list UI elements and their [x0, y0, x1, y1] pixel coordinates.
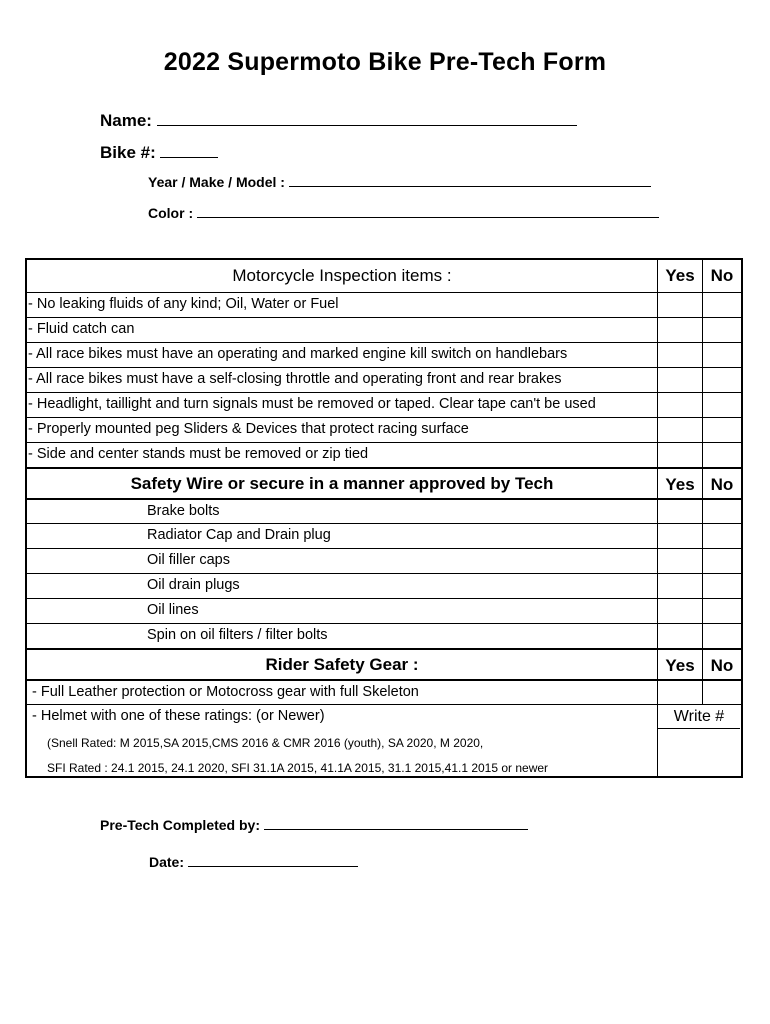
table-row	[27, 548, 741, 573]
bike-number-line[interactable]	[160, 144, 218, 158]
section1-header-row	[27, 260, 741, 292]
inspection-item: - Fluid catch can	[28, 321, 135, 337]
no-checkbox[interactable]	[703, 443, 741, 467]
yes-checkbox[interactable]	[657, 574, 703, 598]
year-make-model-line[interactable]	[289, 175, 651, 187]
safety-wire-item: Oil lines	[147, 602, 199, 618]
section2-header-row	[27, 467, 741, 498]
inspection-item: - All race bikes must have an operating and marked engine kill switch on handlebars	[28, 346, 568, 362]
yes-checkbox[interactable]	[657, 393, 703, 417]
safety-wire-item: Oil filler caps	[147, 552, 230, 568]
section2-yes-header: Yes	[657, 469, 703, 498]
yes-checkbox[interactable]	[657, 318, 703, 342]
year-make-model-field[interactable]	[148, 174, 651, 190]
gear-item: - Helmet with one of these ratings: (or Newer)	[32, 708, 325, 724]
color-line[interactable]	[197, 206, 659, 218]
safety-wire-item: Brake bolts	[147, 503, 220, 519]
yes-checkbox[interactable]	[657, 368, 703, 392]
section2-no-header: No	[710, 475, 734, 494]
yes-checkbox[interactable]	[657, 418, 703, 442]
inspection-item: - Properly mounted peg Sliders & Devices that protect racing surface	[28, 421, 469, 437]
section3-header: Rider Safety Gear :	[265, 655, 419, 674]
section1-header: Motorcycle Inspection items :	[232, 266, 452, 285]
yes-checkbox[interactable]	[657, 343, 703, 367]
yes-checkbox[interactable]	[657, 443, 703, 467]
inspection-table	[25, 258, 743, 778]
gear-item: - Full Leather protection or Motocross gear with full Skeleton	[32, 684, 419, 700]
table-row	[27, 342, 741, 367]
table-row	[27, 623, 741, 648]
name-line[interactable]	[157, 112, 577, 126]
yes-checkbox[interactable]	[657, 599, 703, 623]
date-line[interactable]	[188, 855, 358, 867]
safety-wire-item: Spin on oil filters / filter bolts	[147, 627, 328, 643]
write-number-label: Write #	[658, 705, 740, 729]
year-make-model-label: Year / Make / Model :	[148, 174, 285, 190]
yes-checkbox[interactable]	[657, 624, 703, 648]
color-field[interactable]	[148, 205, 659, 221]
table-row	[27, 523, 741, 548]
no-checkbox[interactable]	[703, 624, 741, 648]
section3-yes-header: Yes	[657, 650, 703, 679]
no-checkbox[interactable]	[703, 343, 741, 367]
section3-header-row	[27, 648, 741, 679]
inspection-item: - No leaking fluids of any kind; Oil, Water or Fuel	[28, 296, 339, 312]
table-row	[27, 417, 741, 442]
yes-checkbox[interactable]	[657, 524, 703, 548]
safety-wire-item: Radiator Cap and Drain plug	[147, 527, 331, 543]
helmet-cell	[27, 705, 657, 776]
yes-checkbox[interactable]	[657, 500, 703, 523]
inspection-item: - Headlight, taillight and turn signals must be removed or taped. Clear tape can't be used	[28, 396, 596, 412]
no-checkbox[interactable]	[703, 549, 741, 573]
pretech-completed-line[interactable]	[264, 818, 528, 830]
bike-number-field[interactable]	[100, 143, 218, 163]
helmet-row	[27, 704, 741, 776]
form-title: 2022 Supermoto Bike Pre-Tech Form	[163, 48, 607, 76]
no-checkbox[interactable]	[703, 293, 741, 317]
yes-checkbox[interactable]	[657, 549, 703, 573]
table-row	[27, 442, 741, 467]
table-row	[27, 392, 741, 417]
yes-checkbox[interactable]	[657, 293, 703, 317]
no-checkbox[interactable]	[703, 318, 741, 342]
inspection-item: - Side and center stands must be removed or zip tied	[28, 446, 369, 462]
table-row	[27, 367, 741, 392]
no-checkbox[interactable]	[703, 500, 741, 523]
pretech-completed-field[interactable]	[100, 817, 528, 833]
name-field[interactable]	[100, 111, 577, 131]
pretech-completed-label: Pre-Tech Completed by:	[100, 817, 260, 833]
table-row	[27, 498, 741, 523]
section1-no-header: No	[710, 266, 734, 285]
bike-number-label: Bike #:	[100, 143, 156, 162]
no-checkbox[interactable]	[703, 524, 741, 548]
table-row	[27, 317, 741, 342]
no-checkbox[interactable]	[703, 599, 741, 623]
table-row	[27, 292, 741, 317]
no-checkbox[interactable]	[703, 418, 741, 442]
no-checkbox[interactable]	[703, 574, 741, 598]
helmet-write-cell[interactable]	[657, 705, 741, 776]
yes-checkbox[interactable]	[657, 681, 703, 704]
table-row	[27, 598, 741, 623]
date-field[interactable]	[149, 854, 358, 870]
inspection-item: - All race bikes must have a self-closing throttle and operating front and rear brakes	[28, 371, 562, 387]
safety-wire-item: Oil drain plugs	[147, 577, 240, 593]
sfi-ratings: SFI Rated : 24.1 2015, 24.1 2020, SFI 31.1A 2015, 41.1A 2015, 31.1 2015,41.1 2015 or newer	[47, 761, 549, 775]
table-row	[27, 679, 741, 704]
section3-no-header: No	[710, 656, 734, 675]
snell-ratings: (Snell Rated: M 2015,SA 2015,CMS 2016 & CMR 2016 (youth), SA 2020, M 2020,	[47, 736, 484, 750]
table-row	[27, 573, 741, 598]
name-label: Name:	[100, 111, 152, 130]
section1-yes-header: Yes	[657, 260, 703, 292]
no-checkbox[interactable]	[703, 681, 741, 704]
no-checkbox[interactable]	[703, 393, 741, 417]
date-label: Date:	[149, 854, 185, 870]
color-label: Color :	[148, 205, 194, 221]
no-checkbox[interactable]	[703, 368, 741, 392]
section2-header: Safety Wire or secure in a manner approved by Tech	[130, 474, 554, 493]
